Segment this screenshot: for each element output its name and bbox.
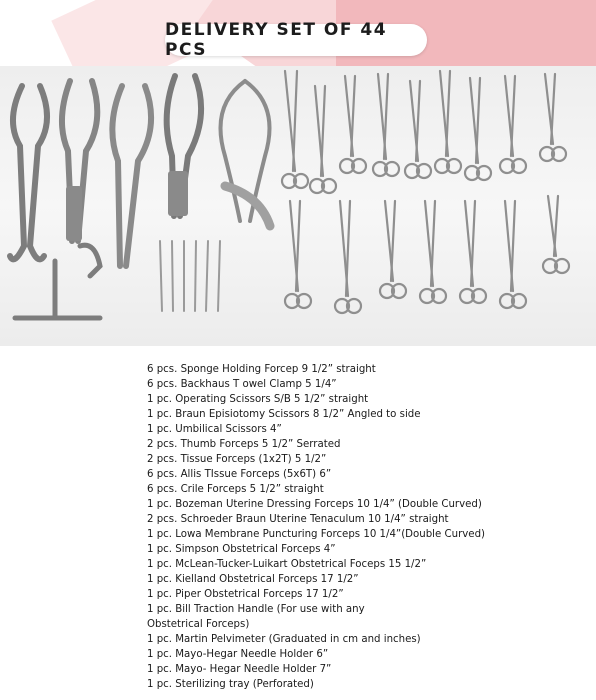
list-item: 2 pcs. Tissue Forceps (1x2T) 5 1/2” (147, 454, 327, 465)
list-item: 2 pcs. Schroeder Braun Uterine Tenaculum 10 1/4” straight (147, 514, 449, 525)
list-item: 1 pc. Sterilizing tray (Perforated) (147, 679, 314, 690)
list-item: 1 pc. Martin Pelvimeter (Graduated in cm and inches) (147, 634, 421, 645)
list-item: 1 pc. McLean-Tucker-Luikart Obstetrical Foceps 15 1/2” (147, 559, 427, 570)
list-item: 1 pc. Mayo-Hegar Needle Holder 6” (147, 649, 329, 660)
list-item: 2 pcs. Thumb Forceps 5 1/2” Serrated (147, 439, 341, 450)
instrument-set-photo (0, 66, 596, 346)
list-item: 1 pc. Mayo- Hegar Needle Holder 7” (147, 664, 332, 675)
list-item: 1 pc. Operating Scissors S/B 5 1/2” straight (147, 394, 369, 405)
list-item: 6 pcs. Allis TIssue Forceps (5x6T) 6” (147, 469, 332, 480)
pelvimeter (221, 81, 271, 226)
list-item: 1 pc. Piper Obstetrical Forceps 17 1/2” (147, 589, 344, 600)
thumb-forceps (160, 241, 220, 311)
obstetrical-forceps-3 (112, 86, 151, 266)
traction-handle (15, 245, 100, 318)
instruments-illustration (0, 66, 596, 346)
list-item: 1 pc. Bozeman Uterine Dressing Forceps 10 1/4” (Double Curved) (147, 499, 482, 510)
list-item: 6 pcs. Backhaus T owel Clamp 5 1/4” (147, 379, 337, 390)
list-item: Obstetrical Forceps) (147, 619, 250, 630)
list-item: 1 pc. Simpson Obstetrical Forceps 4” (147, 544, 336, 555)
header-banner (0, 0, 596, 66)
list-item: 1 pc. Kielland Obstetrical Forceps 17 1/2” (147, 574, 359, 585)
list-item: 6 pcs. Crile Forceps 5 1/2” straight (147, 484, 324, 495)
list-item: 1 pc. Braun Episiotomy Scissors 8 1/2” Angled to side (147, 409, 421, 420)
list-item: 1 pc. Bill Traction Handle (For use with any (147, 604, 365, 615)
obstetrical-forceps-4 (167, 76, 201, 216)
obstetrical-forceps-1 (10, 86, 47, 259)
instrument-list (147, 362, 587, 692)
page-title: DELIVERY SET OF 44 PCS (165, 24, 427, 56)
obstetrical-forceps-2 (62, 81, 97, 241)
list-item: 1 pc. Lowa Membrane Puncturing Forceps 10 1/4”(Double Curved) (147, 529, 486, 540)
list-item: 1 pc. Umbilical Scissors 4” (147, 424, 282, 435)
list-item: 6 pcs. Sponge Holding Forcep 9 1/2” straight (147, 364, 376, 375)
clamps-and-scissors (282, 71, 569, 313)
